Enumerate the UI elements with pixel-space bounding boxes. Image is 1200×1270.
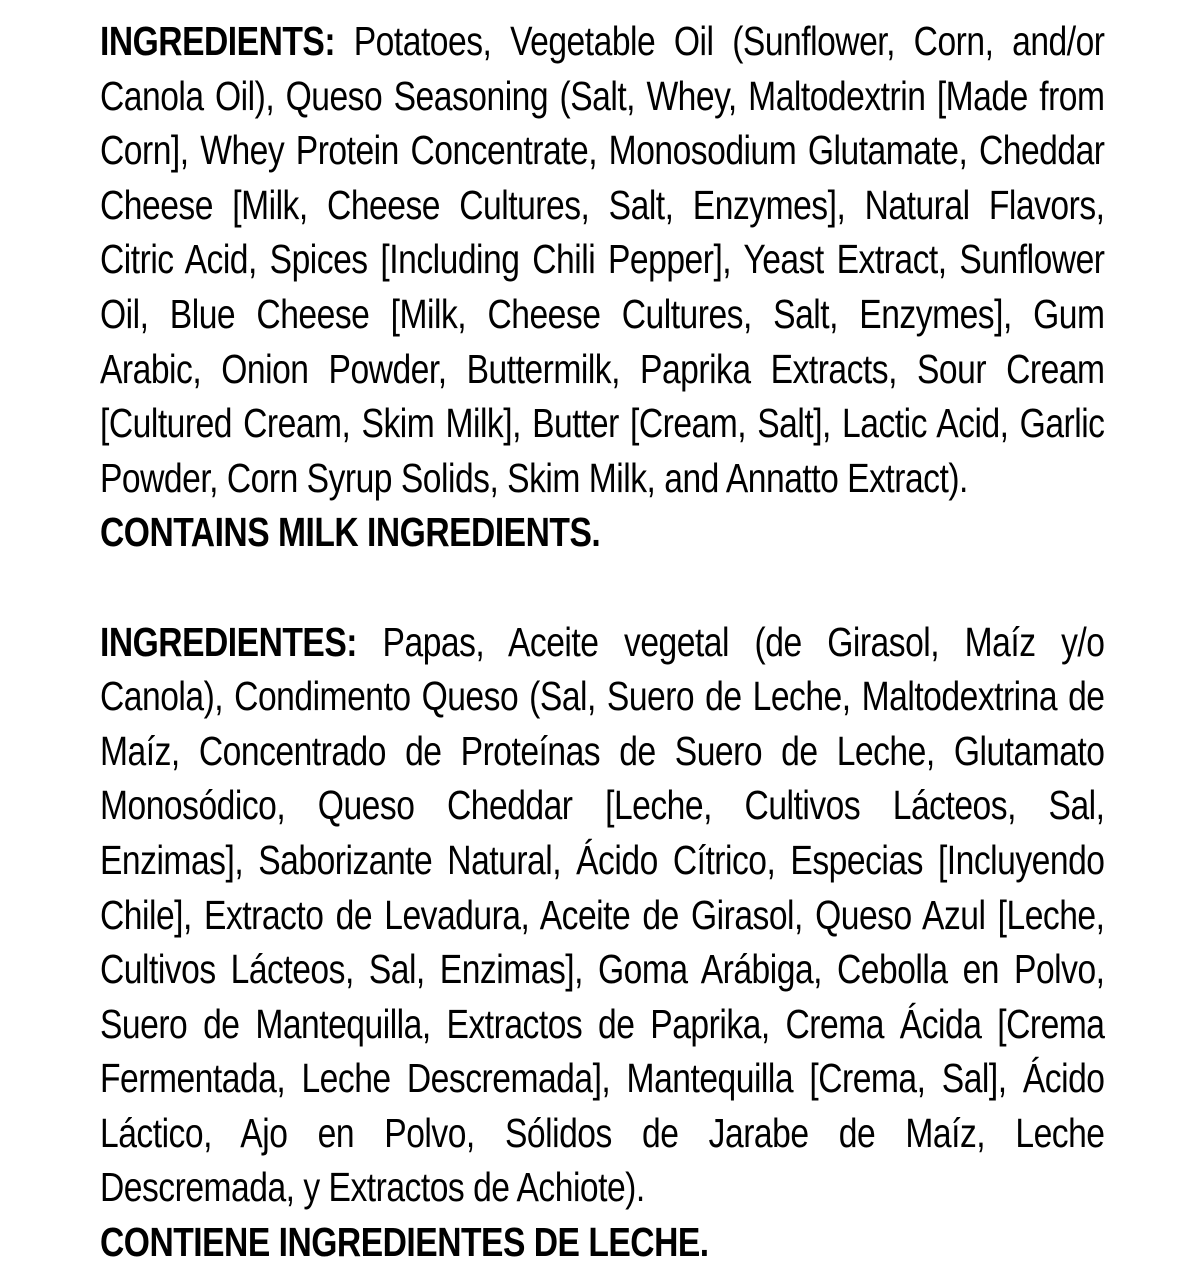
spanish-allergen-statement: CONTIENE INGREDIENTES DE LECHE. [100, 1219, 709, 1266]
spanish-ingredients-text: Papas, Aceite vegetal (de Girasol, Maíz y/o Canola), Condimento Queso (Sal, Suero de Leche, Maltodextrina de Maíz, Concentrado de Proteínas de Suero de Leche, Glutamato Monosódico, Queso Cheddar [Leche, Cultivos Lácteos, Sal, Enzimas], Saborizante Natural, Ácido Cítrico, Especias [Incluyendo Chile], Extracto de Levadura, Aceite de Girasol, Queso Azul [Leche, Cultivos Lácteos, Sal, Enzimas], Goma Arábiga, Cebolla en Polvo, Suero de Mantequilla, Extractos de Paprika, Crema Ácida [Crema Fermentada, Leche Descremada], Mantequilla [Crema, Sal], Ácido Láctico, Ajo en Polvo, Sólidos de Jarabe de Maíz, Leche Descremada, y Extractos de Achiote). [100, 618, 1105, 1211]
spanish-ingredients-heading: INGREDIENTES: [100, 618, 357, 665]
english-allergen-statement: CONTAINS MILK INGREDIENTS. [100, 509, 601, 556]
english-ingredients-paragraph [100, 14, 1105, 505]
spanish-ingredients-paragraph [100, 615, 1105, 1216]
english-ingredients-heading: INGREDIENTS: [100, 18, 336, 64]
english-ingredients-text: Potatoes, Vegetable Oil (Sunflower, Corn, and/or Canola Oil), Queso Seasoning (Salt, Whey, Maltodextrin [Made from Corn], Whey Protein Concentrate, Monosodium Glutamate, Cheddar Cheese [Milk, Cheese Cultures, Salt, Enzymes], Natural Flavors, Citric Acid, Spices [Including Chili Pepper], Yeast Extract, Sunflower Oil, Blue Cheese [Milk, Cheese Cultures, Salt, Enzymes], Gum Arabic, Onion Powder, Buttermilk, Paprika Extracts, Sour Cream [Cultured Cream, Skim Milk], Butter [Cream, Salt], Lactic Acid, Garlic Powder, Corn Syrup Solids, Skim Milk, and Annatto Extract). [100, 18, 1105, 501]
section-divider-space [100, 560, 1105, 615]
ingredients-label [100, 14, 1105, 1270]
